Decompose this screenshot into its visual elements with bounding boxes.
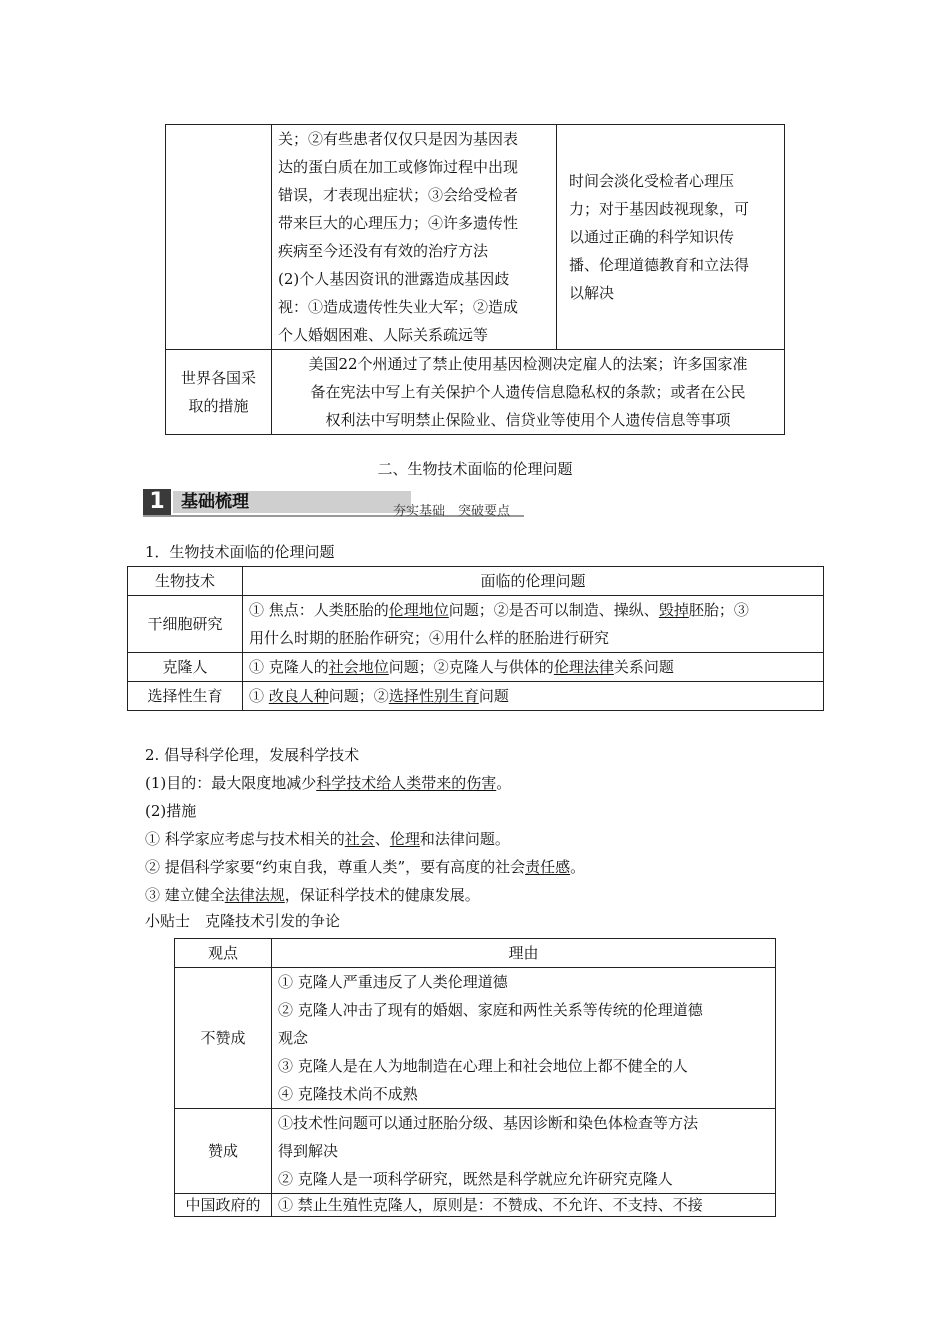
item2-heading: 2. 倡导科学伦理，发展科学技术 [145,746,360,764]
header-issues: 面临的伦理问题 [243,567,824,596]
text-line [249,596,817,624]
gov-policy: ① 禁止生殖性克隆人，原则是：不赞成、不允许、不支持、不接 [272,1194,776,1217]
text: ② 提倡科学家要“约束自我，尊重人类”，要有高度的社会 [145,858,526,876]
text: 。 [570,858,586,876]
underlined-answer: 责任感 [525,858,571,876]
purpose-line [145,772,511,793]
text: 问题；② [328,687,389,705]
underlined-answer: 社会地位 [328,658,389,676]
text-line: 得到解决 [278,1142,339,1160]
rebuttal-cell [557,125,785,350]
text-line: 取的措施 [188,397,249,415]
text-line: 疾病至今还没有有效的治疗方法 [278,242,489,260]
text: ① [249,687,269,705]
measure-2 [145,856,585,877]
text-line: ④ 克隆技术尚不成熟 [278,1085,418,1103]
text-line: 错误，才表现出症状；③会给受检者 [278,186,519,204]
oppose-label: 不赞成 [175,968,272,1109]
text-line: ① 克隆人严重违反了人类伦理道德 [278,973,508,991]
text-line: 观念 [278,1029,309,1047]
text-line: 美国22个州通过了禁止使用基因检测决定雇人的法案；许多国家准 [308,355,748,373]
text-line: 备在宪法中写上有关保护个人遗传信息隐私权的条款；或者在公民 [310,383,746,401]
tech-cell: 克隆人 [128,653,243,682]
text: 。 [496,774,512,792]
text: (1)目的：最大限度地减少 [145,774,317,792]
text: 关系问题 [613,658,674,676]
support-reasons [272,1109,776,1194]
measure-3 [145,884,480,905]
underlined-answer: 伦理法律 [553,658,614,676]
support-label: 赞成 [175,1109,272,1194]
banner-number: 1 [143,489,171,515]
tech-cell: 选择性生育 [128,682,243,711]
text-line: (2)个人基因资讯的泄露造成基因歧 [278,270,510,288]
empty-label-cell [166,125,272,350]
text-line: ③ 克隆人是在人为地制造在心理上和社会地位上都不健全的人 [278,1057,688,1075]
underlined-answer: 改良人种 [268,687,329,705]
text-line: ② 克隆人冲击了现有的婚姻、家庭和两性关系等传统的伦理道德 [278,1001,703,1019]
issue-cell [243,653,824,682]
text: 问题 [478,687,509,705]
measure-1 [145,828,510,849]
text: ③ 建立健全 [145,886,225,904]
underlined-answer: 科学技术给人类带来的伤害 [316,774,497,792]
text-line: 达的蛋白质在加工或修饰过程中出现 [278,158,519,176]
tech-cell: 干细胞研究 [128,596,243,653]
underlined-answer: 选择性别生育 [388,687,479,705]
issue-cell [243,682,824,711]
measures-label: (2)措施 [145,802,197,820]
issue-cell [243,596,824,653]
text-line: 个人婚姻困难、人际关系疏远等 [278,326,489,344]
text-line: 世界各国采 [180,369,256,387]
gov-label: 中国政府的 [175,1194,272,1217]
text-line: 关；②有些患者仅仅只是因为基因表 [278,130,519,148]
text: ① 焦点：人类胚胎的 [249,601,389,619]
text-line: 用什么时期的胚胎作研究；④用什么样的胚胎进行研究 [249,629,610,647]
text: ① 科学家应考虑与技术相关的 [145,830,345,848]
underlined-answer: 伦理地位 [388,601,449,619]
section-title: 二、生物技术面临的伦理问题 [377,460,573,478]
tip-heading: 小贴士 克隆技术引发的争论 [145,912,341,930]
measures-content-cell [272,350,785,435]
banner-label: 基础梳理 [181,492,249,512]
text-line: 以通过正确的科学知识传 [569,228,735,246]
text: 问题；②是否可以制造、操纵、 [448,601,659,619]
ethics-table [127,566,824,711]
banner-subtitle: 夯实基础 突破要点 [393,504,511,519]
text-line: 视：①造成遗传性失业大军；②造成 [278,298,519,316]
text-line: 力；对于基因歧视现象，可 [569,200,750,218]
header-tech: 生物技术 [128,567,243,596]
clone-debate-table [174,938,776,1217]
text: 问题；②克隆人与供体的 [388,658,554,676]
underlined-answer: 社会 [344,830,375,848]
text-line: ② 克隆人是一项科学研究，既然是科学就应允许研究克隆人 [278,1170,673,1188]
text-line: 时间会淡化受检者心理压 [569,172,735,190]
genetic-testing-table [165,124,785,435]
text-line: 播、伦理道德教育和立法得 [569,256,750,274]
underlined-answer: 伦理 [389,830,420,848]
underlined-answer: 法律法规 [224,886,285,904]
header-reason: 理由 [272,939,776,968]
text: ，保证科学技术的健康发展。 [284,886,480,904]
text-line: 带来巨大的心理压力；④许多遗传性 [278,214,519,232]
oppose-reasons [272,968,776,1109]
item1-heading: 1．生物技术面临的伦理问题 [145,543,335,561]
text: 胚胎；③ [688,601,749,619]
measures-label-cell [166,350,272,435]
text: 和法律问题。 [419,830,510,848]
text-line: ①技术性问题可以通过胚胎分级、基因诊断和染色体检查等方法 [278,1114,699,1132]
concerns-cell [272,125,557,350]
text-line: 权利法中写明禁止保险业、信贷业等使用个人遗传信息等事项 [325,411,731,429]
underlined-answer: 毁掉 [658,601,689,619]
text: 、 [374,830,390,848]
header-view: 观点 [175,939,272,968]
text: ① 克隆人的 [249,658,329,676]
text-line: 以解决 [569,284,615,302]
